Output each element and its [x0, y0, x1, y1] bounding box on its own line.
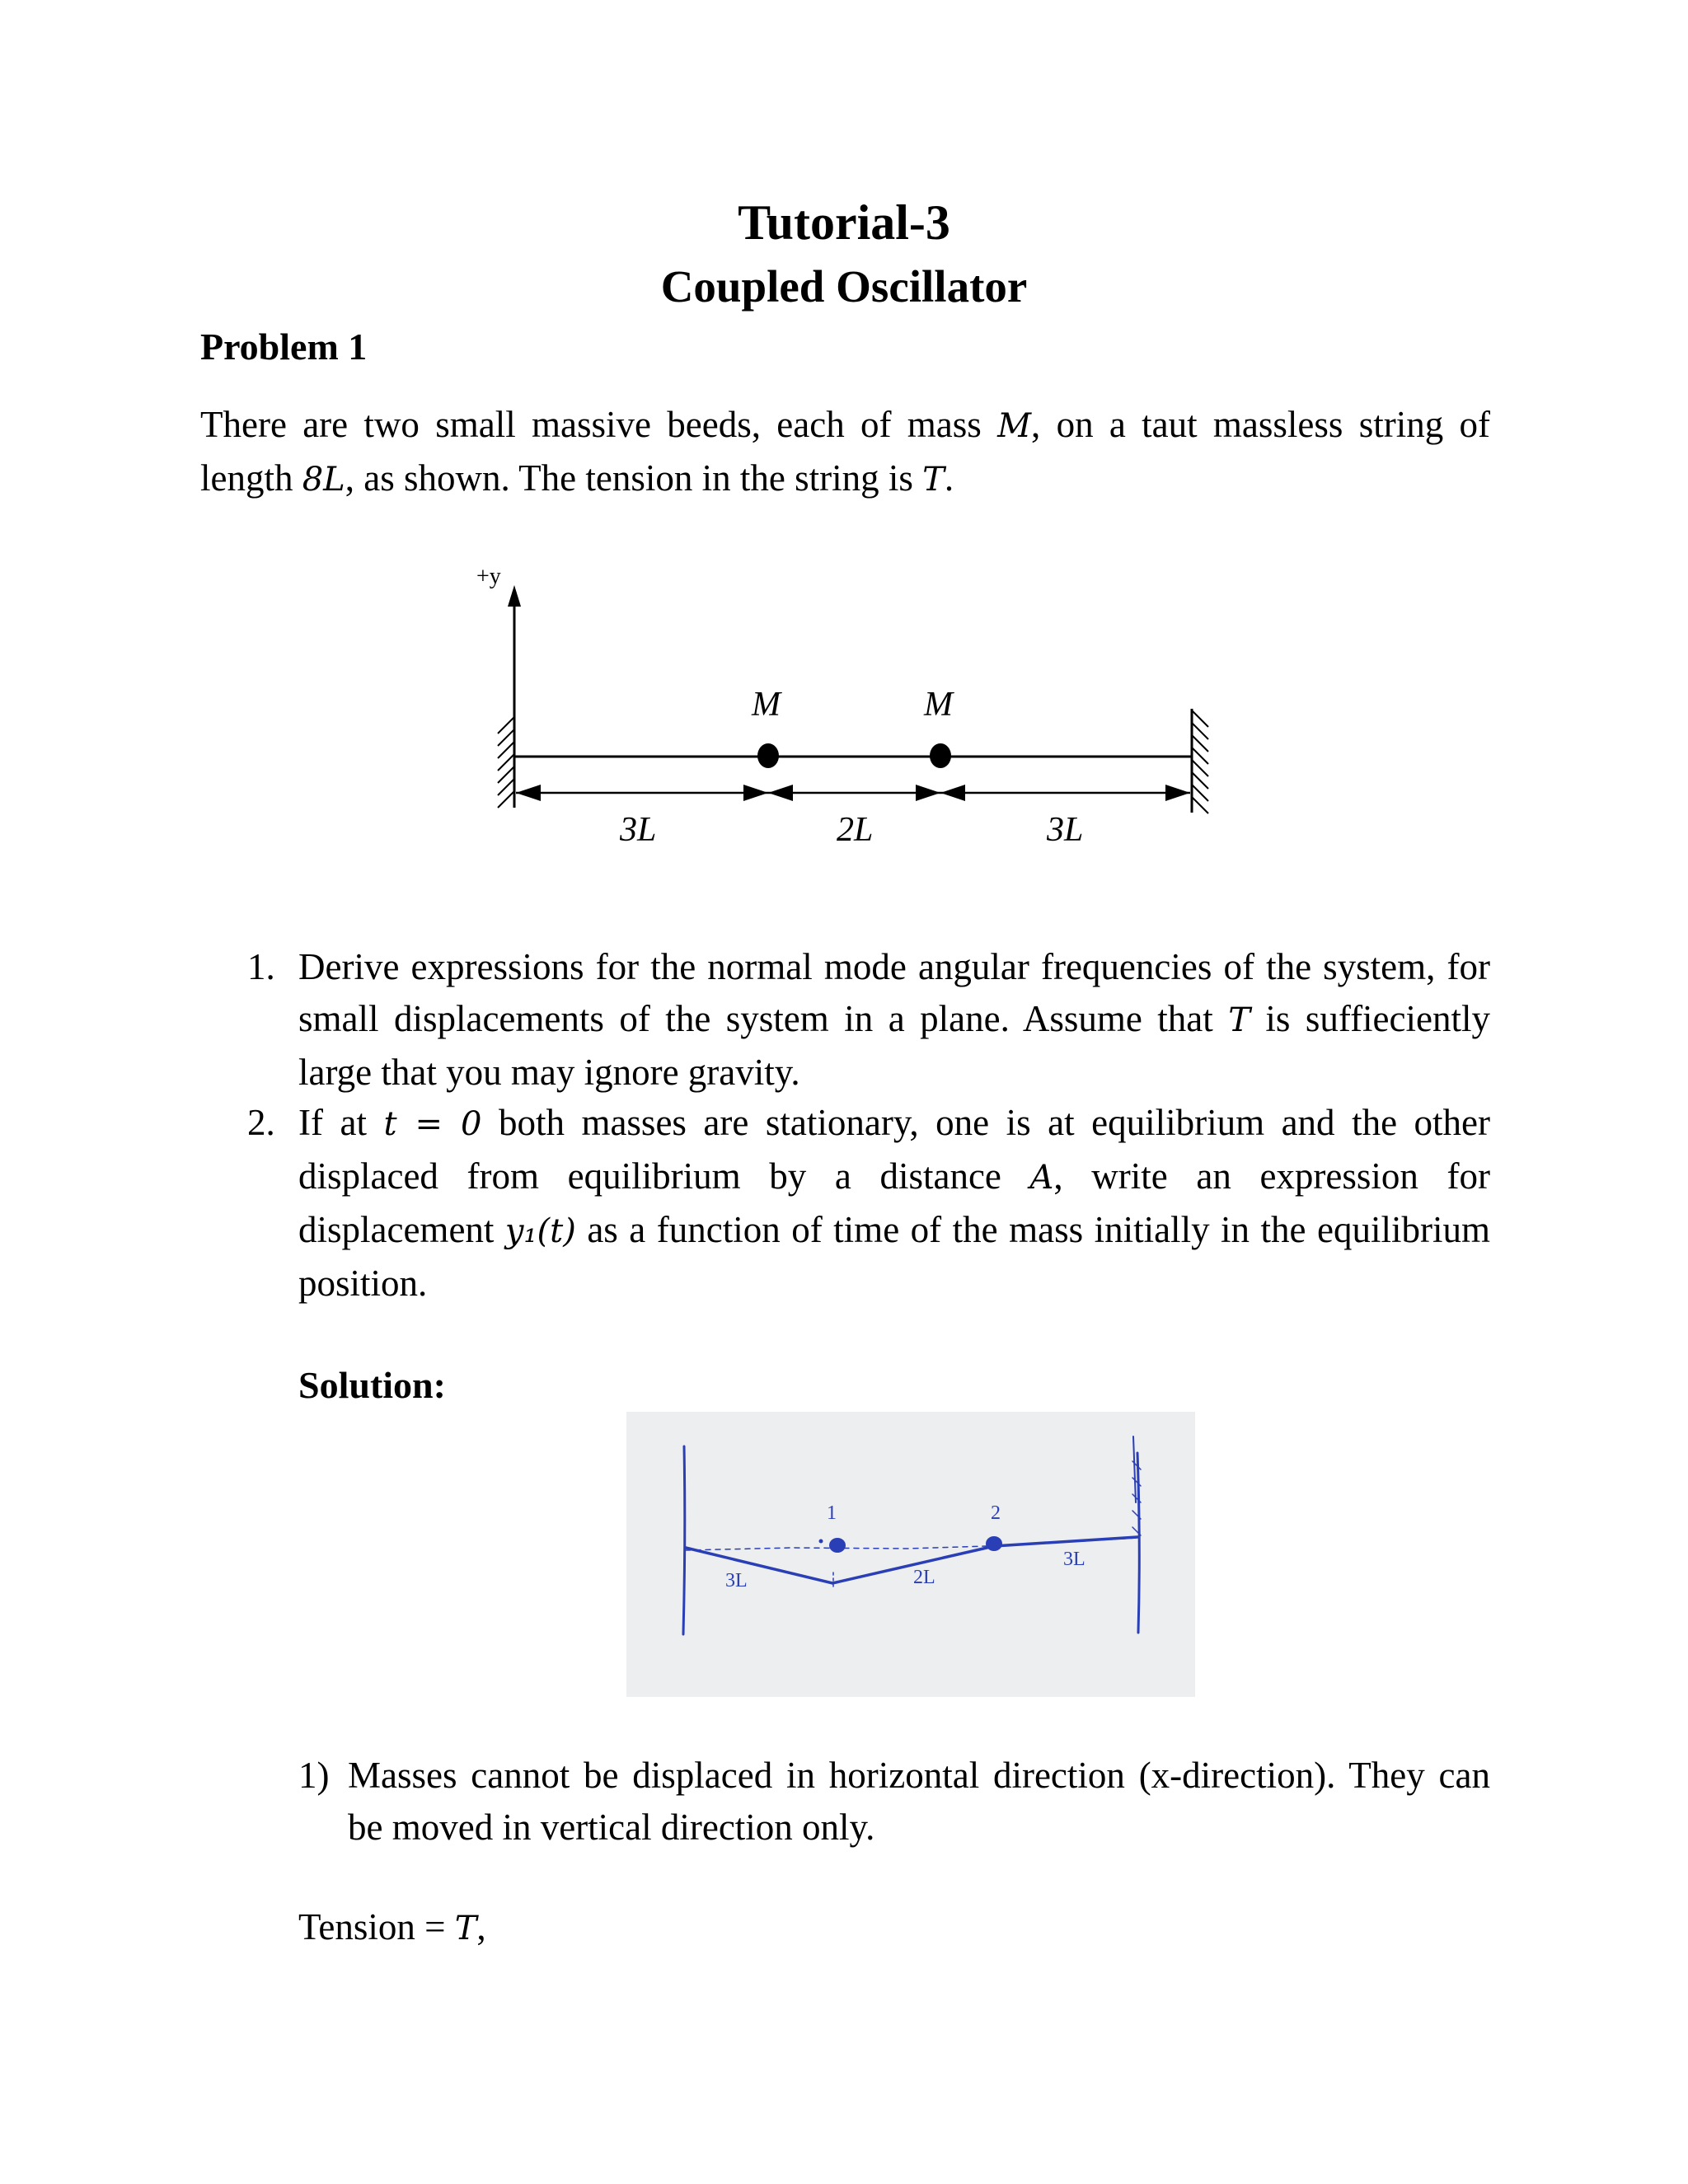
question-2-var-t0: t = 0 — [383, 1105, 482, 1143]
question-2-text-b: both masses are stationary, one is at equilibrium and the other displaced from equilibrium by a distance — [298, 1102, 1491, 1197]
problem-heading: Problem 1 — [200, 326, 368, 368]
solution-sketch — [626, 1412, 1195, 1697]
left-wall-hatch — [498, 717, 514, 808]
solution-point-1-number: 1) — [298, 1755, 330, 1796]
y-axis-label: +y — [476, 564, 501, 589]
intro-mass-var: M — [997, 407, 1032, 445]
sketch-bead-1 — [829, 1538, 846, 1553]
question-2-var-y1: y₁(t) — [504, 1212, 576, 1250]
y-axis-arrowhead — [508, 585, 521, 607]
bead-2 — [930, 743, 951, 768]
right-wall-hatch — [1192, 710, 1208, 813]
sketch-bead-2 — [986, 1536, 1002, 1551]
question-1 — [298, 941, 1490, 1099]
page-title: Tutorial-3 — [738, 195, 950, 250]
question-2-text-d: as a function of time of the mass initially in the equilibrium position. — [298, 1209, 1490, 1304]
intro-tension-var: T — [922, 461, 945, 499]
tension-statement — [298, 1901, 486, 1955]
question-1-var-T: T — [1228, 1001, 1250, 1039]
sketch-left-wall — [683, 1446, 685, 1634]
sketch-dot — [819, 1540, 823, 1544]
tension-label: Tension = — [298, 1906, 455, 1947]
sketch-segment-right: 3L — [1063, 1549, 1085, 1570]
tension-end: , — [476, 1906, 486, 1947]
question-2-text-c: , write an expression for displacement — [298, 1155, 1490, 1250]
segment-label-right: 3L — [1047, 811, 1084, 849]
solution-heading: Solution: — [298, 1364, 446, 1406]
solution-point-1: Masses cannot be displaced in horizontal direction (x-direction). They can be moved in vertical direction only. — [348, 1755, 1490, 1848]
page-subtitle: Coupled Oscillator — [660, 261, 1028, 312]
bead-1-label: M — [752, 686, 781, 724]
question-2-text-a: If at — [298, 1102, 384, 1143]
intro-text-a: There are two small massive beeds, each of mass — [200, 404, 998, 445]
question-1-text-b: is suffieciently large that you may ignore gravity. — [298, 998, 1490, 1093]
string-figure — [462, 552, 1236, 865]
intro-length-var: 8L — [302, 461, 345, 499]
sketch-label-1: 1 — [827, 1502, 837, 1524]
bead-2-label: M — [924, 686, 953, 724]
sketch-segment-left: 3L — [725, 1570, 748, 1591]
intro-text-b: , on a taut massless string of length — [200, 404, 1490, 499]
question-1-text-a: Derive expressions for the normal mode angular frequencies of the system, for small displacements of the system in a plane. Assume that — [298, 946, 1490, 1039]
segment-label-middle: 2L — [837, 811, 874, 849]
sketch-segment-middle: 2L — [913, 1567, 935, 1588]
intro-text-d: . — [944, 457, 954, 499]
sketch-label-2: 2 — [991, 1502, 1001, 1524]
question-2 — [298, 1097, 1490, 1310]
bead-1 — [757, 743, 779, 768]
problem-intro — [200, 399, 1490, 506]
intro-text-c: , as shown. The tension in the string is — [345, 457, 923, 499]
question-2-number: 2. — [247, 1102, 275, 1143]
tension-var: T — [454, 1910, 477, 1947]
question-2-var-A: A — [1029, 1159, 1054, 1197]
question-1-number: 1. — [247, 946, 275, 987]
segment-label-left: 3L — [620, 811, 657, 849]
